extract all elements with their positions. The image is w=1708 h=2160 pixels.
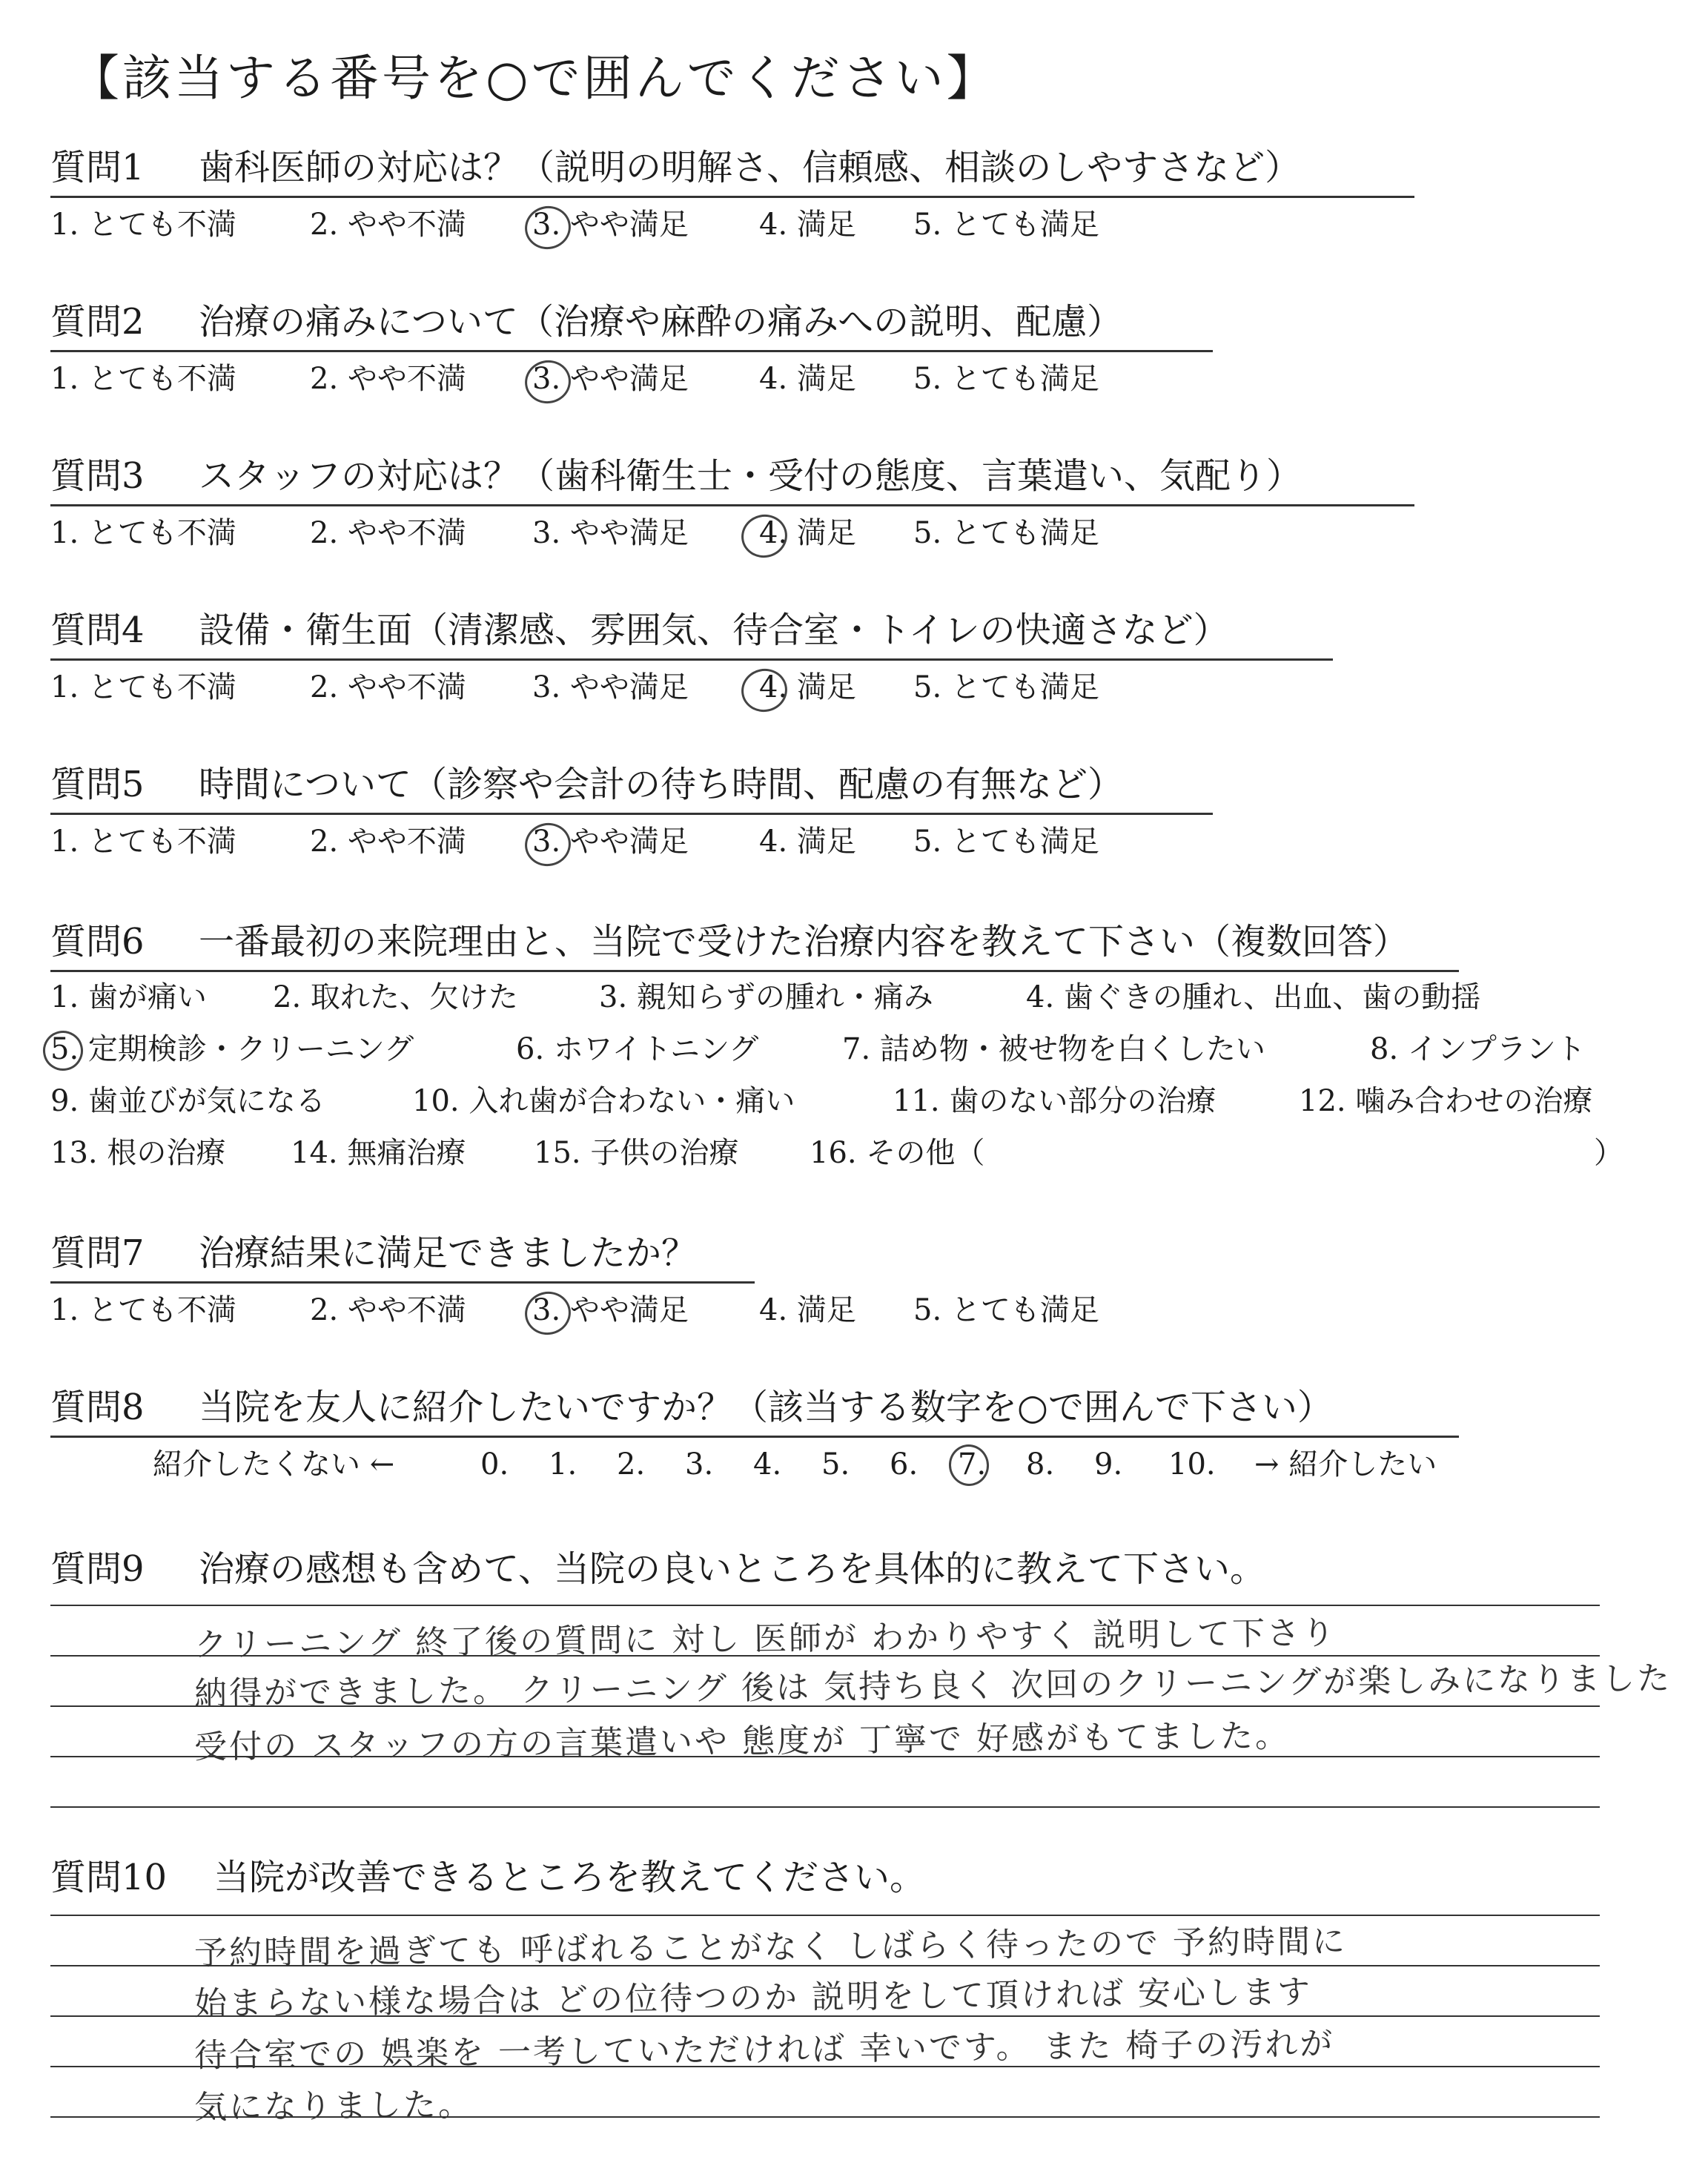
q10-handwritten-line-1: 予約時間を過ぎても 呼ばれることがなく しばらく待ったので 予約時間に — [193, 1922, 1348, 1972]
q8-scale-2[interactable]: 2. — [617, 1447, 646, 1482]
q8-scale-8[interactable]: 8. — [1026, 1447, 1055, 1482]
question-8-text: 当院を友人に紹介したいですか？（該当する数字を○で囲んで下さい） — [199, 1387, 1333, 1428]
q8-scale-3[interactable]: 3. — [685, 1447, 714, 1482]
question-10-label: 質問10 — [50, 1857, 168, 1898]
q7-option-2[interactable]: 2. やや不満 — [310, 1293, 466, 1327]
q8-scale-4[interactable]: 4. — [753, 1447, 782, 1482]
q10-handwritten-line-4: 気になりました。 — [193, 2086, 474, 2127]
question-10-text: 当院が改善できるところを教えてください。 — [214, 1857, 926, 1898]
question-8-title — [50, 1385, 1333, 1430]
q1-option-5[interactable]: 5. とても満足 — [913, 208, 1099, 242]
q8-left-label: 紹介したくない ← — [153, 1447, 395, 1482]
question-4-title — [50, 608, 1229, 653]
q6-option-15[interactable]: 15. 子供の治療 — [534, 1136, 739, 1170]
q6-option-12[interactable]: 12. 噛み合わせの治療 — [1299, 1084, 1593, 1118]
q9-handwritten-line-2: 納得ができました。 クリーニング 後は 気持ち良く 次回のクリーニングが楽しみになりました — [193, 1659, 1672, 1713]
q6-option-13[interactable]: 13. 根の治療 — [50, 1136, 226, 1170]
question-5-underline — [50, 813, 1213, 815]
q6-option-11[interactable]: 11. 歯のない部分の治療 — [893, 1084, 1217, 1118]
q8-scale-9[interactable]: 9. — [1094, 1447, 1123, 1482]
question-4-label: 質問4 — [50, 610, 145, 651]
answer-line — [50, 1605, 1600, 1606]
q8-scale-7[interactable]: 7. — [958, 1447, 987, 1482]
question-6-title — [50, 919, 1409, 964]
q6-option-6[interactable]: 6. ホワイトニング — [516, 1032, 759, 1066]
q2-option-3[interactable]: 3. やや満足 — [532, 362, 689, 396]
q8-scale-6[interactable]: 6. — [890, 1447, 918, 1482]
q2-option-4[interactable]: 4. 満足 — [759, 362, 856, 396]
q5-option-2[interactable]: 2. やや不満 — [310, 825, 466, 859]
question-1-title — [50, 145, 1300, 190]
question-4-text: 設備・衛生面（清潔感、雰囲気、待合室・トイレの快適さなど） — [199, 610, 1229, 651]
answer-line — [50, 1806, 1600, 1808]
q5-option-4[interactable]: 4. 満足 — [759, 825, 856, 859]
q1-option-2[interactable]: 2. やや不満 — [310, 208, 466, 242]
question-8-underline — [50, 1436, 1459, 1438]
question-6-text: 一番最初の来院理由と、当院で受けた治療内容を教えて下さい（複数回答） — [199, 921, 1409, 962]
question-3-text: スタッフの対応は？（歯科衛生士・受付の態度、言葉遣い、気配り） — [199, 455, 1302, 497]
question-8-label: 質問8 — [50, 1387, 145, 1428]
q5-option-5[interactable]: 5. とても満足 — [913, 825, 1099, 859]
question-1-label: 質問1 — [50, 147, 145, 188]
q4-option-5[interactable]: 5. とても満足 — [913, 670, 1099, 704]
q3-option-1[interactable]: 1. とても不満 — [50, 516, 236, 550]
q6-option-4[interactable]: 4. 歯ぐきの腫れ、出血、歯の動揺 — [1026, 980, 1481, 1014]
question-2-text: 治療の痛みについて（治療や麻酔の痛みへの説明、配慮） — [199, 301, 1123, 343]
q3-option-2[interactable]: 2. やや不満 — [310, 516, 466, 550]
q7-option-5[interactable]: 5. とても満足 — [913, 1293, 1099, 1327]
q3-option-5[interactable]: 5. とても満足 — [913, 516, 1099, 550]
question-3-label: 質問3 — [50, 455, 145, 497]
q6-option-3[interactable]: 3. 親知らずの腫れ・痛み — [599, 980, 933, 1014]
question-6-underline — [50, 970, 1459, 972]
q6-option-16[interactable]: 16. その他（ — [810, 1136, 985, 1170]
q10-handwritten-line-3: 待合室での 娯楽を 一考していただければ 幸いです。 また 椅子の汚れが — [193, 2024, 1335, 2075]
question-9-text: 治療の感想も含めて、当院の良いところを具体的に教えて下さい。 — [199, 1548, 1266, 1590]
q1-option-3[interactable]: 3. やや満足 — [532, 208, 689, 242]
q1-option-1[interactable]: 1. とても不満 — [50, 208, 236, 242]
question-2-label: 質問2 — [50, 301, 145, 343]
q6-option-7[interactable]: 7. 詰め物・被せ物を白くしたい — [842, 1032, 1265, 1066]
q8-scale-5[interactable]: 5. — [821, 1447, 850, 1482]
question-1-text: 歯科医師の対応は？（説明の明解さ、信頼感、相談のしやすさなど） — [199, 147, 1301, 188]
q7-option-4[interactable]: 4. 満足 — [759, 1293, 856, 1327]
question-5-label: 質問5 — [50, 764, 145, 805]
q2-option-5[interactable]: 5. とても満足 — [913, 362, 1099, 396]
q7-option-3[interactable]: 3. やや満足 — [532, 1293, 689, 1327]
question-3-title — [50, 454, 1302, 498]
q6-option-8[interactable]: 8. インプラント — [1370, 1032, 1586, 1066]
answer-line — [50, 1915, 1600, 1916]
q4-option-3[interactable]: 3. やや満足 — [532, 670, 689, 704]
q3-option-3[interactable]: 3. やや満足 — [532, 516, 689, 550]
q1-option-4[interactable]: 4. 満足 — [759, 208, 856, 242]
q8-scale-1[interactable]: 1. — [549, 1447, 577, 1482]
question-7-title — [50, 1231, 697, 1275]
question-4-underline — [50, 658, 1333, 661]
q9-handwritten-line-1: クリーニング 終了後の質問に 対し 医師が わかりやすく 説明して下さり — [193, 1614, 1337, 1664]
q5-option-1[interactable]: 1. とても不満 — [50, 825, 236, 859]
q6-option-9[interactable]: 9. 歯並びが気になる — [50, 1084, 325, 1118]
question-10-title — [50, 1855, 925, 1900]
page-title: 【該当する番号を○で囲んでください】 — [70, 50, 999, 107]
question-1-underline — [50, 196, 1414, 198]
q6-other-close-paren: ） — [1594, 1136, 1623, 1170]
q6-option-10[interactable]: 10. 入れ歯が合わない・痛い — [412, 1084, 795, 1118]
q8-scale-10[interactable]: 10. — [1168, 1447, 1216, 1482]
q5-option-3[interactable]: 3. やや満足 — [532, 825, 689, 859]
question-7-label: 質問7 — [50, 1232, 145, 1274]
q6-option-2[interactable]: 2. 取れた、欠けた — [273, 980, 518, 1014]
q6-option-14[interactable]: 14. 無痛治療 — [291, 1136, 466, 1170]
q8-right-label: → 紹介したい — [1254, 1447, 1437, 1482]
question-7-text: 治療結果に満足できましたか？ — [199, 1232, 698, 1274]
q6-option-1[interactable]: 1. 歯が痛い — [50, 980, 207, 1014]
q3-option-4[interactable]: 4. 満足 — [759, 516, 856, 550]
q6-option-5[interactable]: 5. 定期検診・クリーニング — [50, 1032, 414, 1066]
question-2-underline — [50, 350, 1213, 352]
q4-option-4[interactable]: 4. 満足 — [759, 670, 856, 704]
q7-option-1[interactable]: 1. とても不満 — [50, 1293, 236, 1327]
question-9-label: 質問9 — [50, 1548, 145, 1590]
q9-handwritten-line-3: 受付の スタッフの方の言葉遣いや 態度が 丁寧で 好感がもてました。 — [193, 1717, 1291, 1766]
question-5-title — [50, 762, 1123, 807]
question-2-title — [50, 300, 1122, 344]
question-5-text: 時間について（診察や会計の待ち時間、配慮の有無など） — [199, 764, 1124, 805]
q10-handwritten-line-2: 始まらない様な場合は どの位待つのか 説明をして頂ければ 安心します — [193, 1973, 1313, 2023]
q2-option-2[interactable]: 2. やや不満 — [310, 362, 466, 396]
question-7-underline — [50, 1281, 755, 1284]
question-9-title — [50, 1547, 1265, 1591]
q4-option-1[interactable]: 1. とても不満 — [50, 670, 236, 704]
q8-scale-0[interactable]: 0. — [480, 1447, 509, 1482]
q4-option-2[interactable]: 2. やや不満 — [310, 670, 466, 704]
q2-option-1[interactable]: 1. とても不満 — [50, 362, 236, 396]
question-6-label: 質問6 — [50, 921, 145, 962]
question-3-underline — [50, 504, 1414, 506]
